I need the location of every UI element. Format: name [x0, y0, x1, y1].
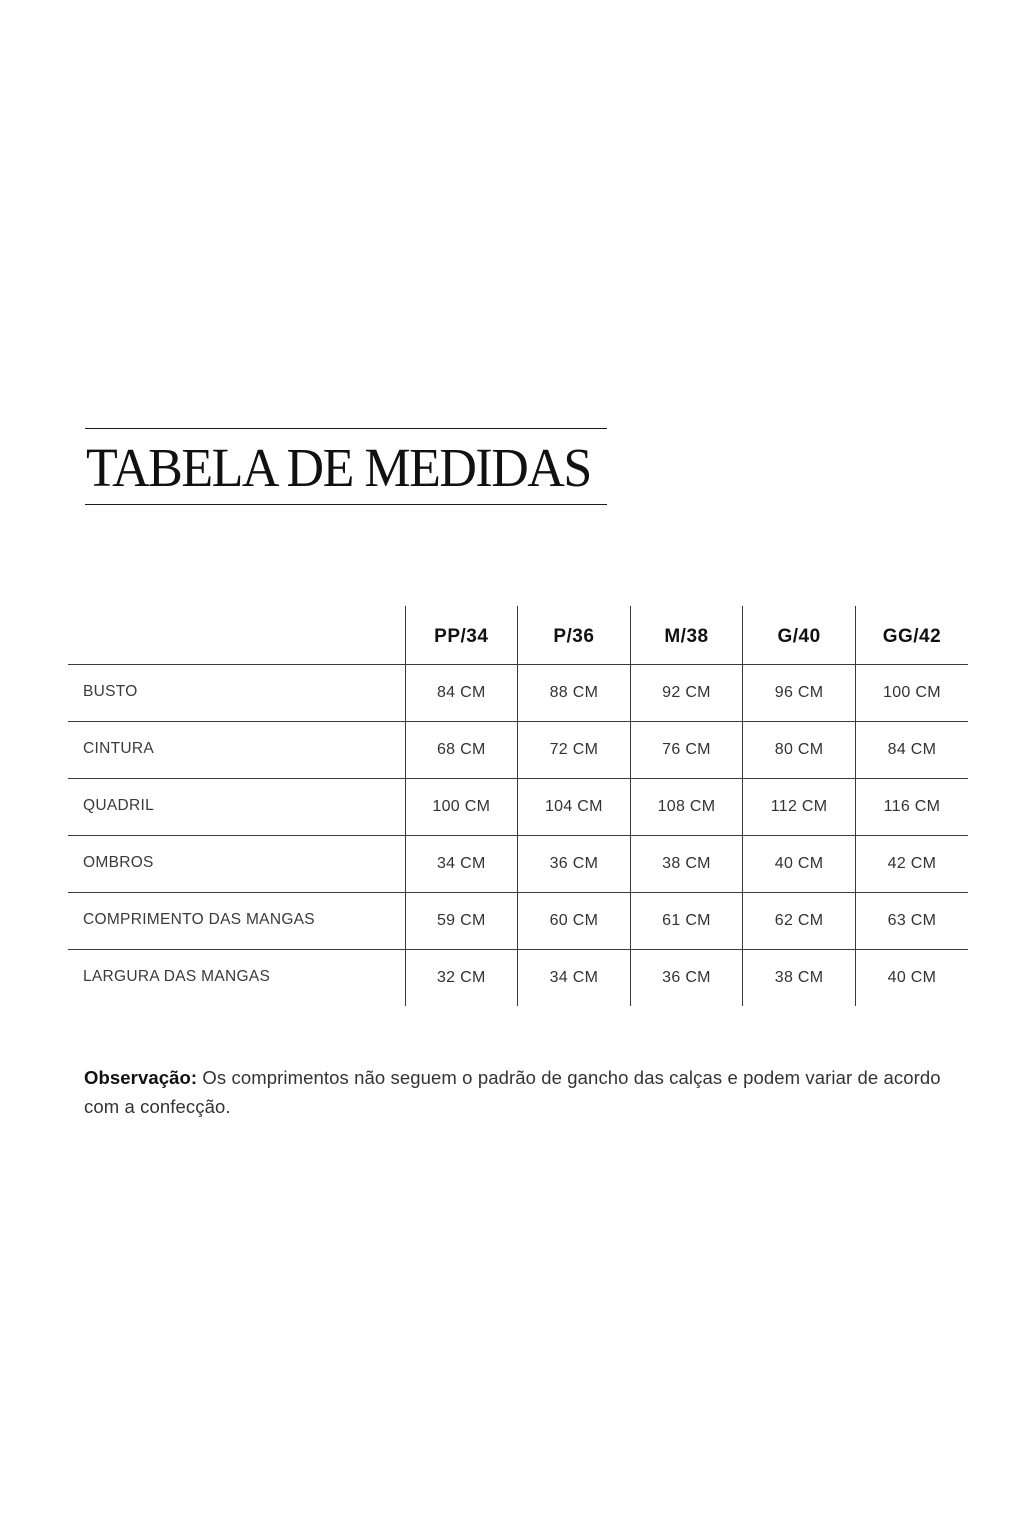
table-row: [68, 779, 968, 836]
page-title: TABELA DE MEDIDAS: [86, 438, 591, 499]
table-cell: 88 CM: [518, 665, 631, 722]
header-empty-cell: [68, 606, 405, 665]
table-cell: 34 CM: [518, 950, 631, 1007]
table-cell: 80 CM: [743, 722, 856, 779]
table-cell: 104 CM: [518, 779, 631, 836]
observation-text: Os comprimentos não seguem o padrão de gancho das calças e podem variar de acordo com a confecção.: [84, 1067, 941, 1117]
title-block: [85, 428, 607, 505]
table-cell: 72 CM: [518, 722, 631, 779]
table-cell: 59 CM: [405, 893, 518, 950]
row-label: BUSTO: [68, 665, 405, 722]
size-header: M/38: [630, 606, 743, 665]
table-cell: 100 CM: [405, 779, 518, 836]
row-label: COMPRIMENTO DAS MANGAS: [68, 893, 405, 950]
table-cell: 61 CM: [630, 893, 743, 950]
table-cell: 96 CM: [743, 665, 856, 722]
table-cell: 40 CM: [855, 950, 968, 1007]
table-row: [68, 722, 968, 779]
table-cell: 38 CM: [630, 836, 743, 893]
table-cell: 116 CM: [855, 779, 968, 836]
size-header-row: [68, 606, 968, 665]
table-row: [68, 950, 968, 1007]
table-cell: 112 CM: [743, 779, 856, 836]
size-header: GG/42: [855, 606, 968, 665]
table-cell: 92 CM: [630, 665, 743, 722]
observation-note: [84, 1063, 964, 1121]
table-cell: 42 CM: [855, 836, 968, 893]
table-row: [68, 665, 968, 722]
table-cell: 62 CM: [743, 893, 856, 950]
table-row: [68, 836, 968, 893]
table-cell: 84 CM: [855, 722, 968, 779]
size-header: PP/34: [405, 606, 518, 665]
table-cell: 34 CM: [405, 836, 518, 893]
table-cell: 32 CM: [405, 950, 518, 1007]
table-cell: 38 CM: [743, 950, 856, 1007]
table-cell: 60 CM: [518, 893, 631, 950]
table-cell: 40 CM: [743, 836, 856, 893]
table-cell: 84 CM: [405, 665, 518, 722]
observation-label: Observação:: [84, 1067, 198, 1088]
table-cell: 63 CM: [855, 893, 968, 950]
size-header: P/36: [518, 606, 631, 665]
table-row: [68, 893, 968, 950]
size-header: G/40: [743, 606, 856, 665]
table-cell: 36 CM: [518, 836, 631, 893]
table-cell: 68 CM: [405, 722, 518, 779]
table-cell: 76 CM: [630, 722, 743, 779]
row-label: OMBROS: [68, 836, 405, 893]
table-cell: 100 CM: [855, 665, 968, 722]
size-table: [68, 606, 968, 1006]
row-label: CINTURA: [68, 722, 405, 779]
row-label: LARGURA DAS MANGAS: [68, 950, 405, 1007]
table-cell: 108 CM: [630, 779, 743, 836]
row-label: QUADRIL: [68, 779, 405, 836]
table-cell: 36 CM: [630, 950, 743, 1007]
